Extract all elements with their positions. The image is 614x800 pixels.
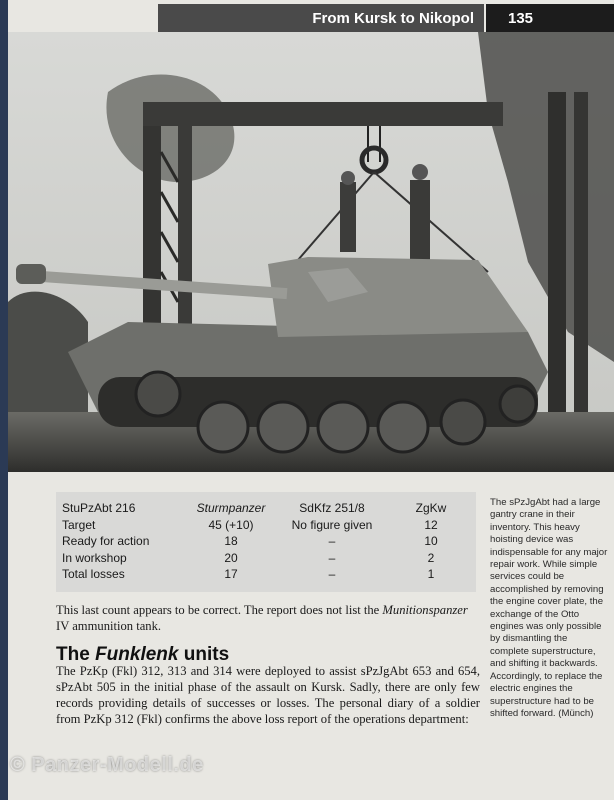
table-cell: 20: [224, 550, 238, 565]
table-cell: Total losses: [62, 567, 125, 582]
table-header-cell: Sturmpanzer: [196, 501, 266, 516]
table-cell: No figure given: [291, 517, 373, 532]
strength-table: [62, 500, 472, 583]
table-cell: In workshop: [62, 550, 127, 565]
table-cell: 12: [424, 517, 438, 532]
paragraph-text: IV ammunition tank.: [56, 619, 162, 633]
table-cell: Target: [62, 517, 96, 532]
page-number: 135: [486, 4, 614, 34]
table-row: [62, 566, 472, 583]
table-cell: 2: [427, 550, 435, 565]
table-cell: –: [328, 534, 336, 549]
table-header-cell: StuPzAbt 216: [62, 501, 136, 516]
tank-photo: [8, 32, 614, 472]
table-header-row: [62, 500, 472, 517]
table-cell: –: [328, 550, 336, 565]
book-page: [8, 0, 614, 800]
table-cell: 18: [224, 534, 238, 549]
table-cell: 10: [424, 534, 438, 549]
table-row: [62, 533, 472, 550]
table-cell: Ready for action: [62, 534, 150, 549]
body-paragraph: The PzKp (Fkl) 312, 313 and 314 were deployed to assist sPzJgAbt 653 and 654, sPzAbt 505 in the initial phase of the assault on Kursk. Sadly, there are only few records providing details of successes or losses. The personal diary of a soldier from PzKp 312 (Fkl) confirms the above loss report of the operations department:: [56, 664, 480, 726]
paragraph-italic-term: Munitionspanzer: [382, 603, 468, 617]
table-cell: 1: [427, 567, 435, 582]
watermark: © Panzer-Modell.de: [10, 754, 204, 776]
strength-table-panel: [56, 492, 476, 592]
table-cell: –: [328, 567, 336, 582]
page-header: [8, 4, 614, 34]
heading-italic-term: Funklenk: [95, 644, 179, 665]
table-cell: 17: [224, 567, 238, 582]
table-header-cell: ZgKw: [415, 501, 447, 516]
heading-prefix: The: [56, 644, 96, 665]
table-row: [62, 550, 472, 567]
body-paragraph: [56, 602, 480, 634]
photo-caption: The sPzJgAbt had a large gantry crane in their inventory. This heavy hoisting device was indispensable for any major repair work. While simple services could be accomplished by removing the engine cover plate, the exchange of the Otto engines was only possible by dismantling the complete superstructure, and shifting it backwards. Accordingly, to replace the electric engines the superstructure had to be shifted forward. (Münch): [490, 497, 608, 719]
heading-suffix: units: [178, 644, 230, 665]
table-row: [62, 517, 472, 534]
table-header-cell: SdKfz 251/8: [299, 501, 365, 516]
paragraph-text: This last count appears to be correct. The report does not list the: [56, 603, 383, 617]
table-cell: 45 (+10): [208, 517, 254, 532]
chapter-title: From Kursk to Nikopol: [158, 4, 484, 34]
